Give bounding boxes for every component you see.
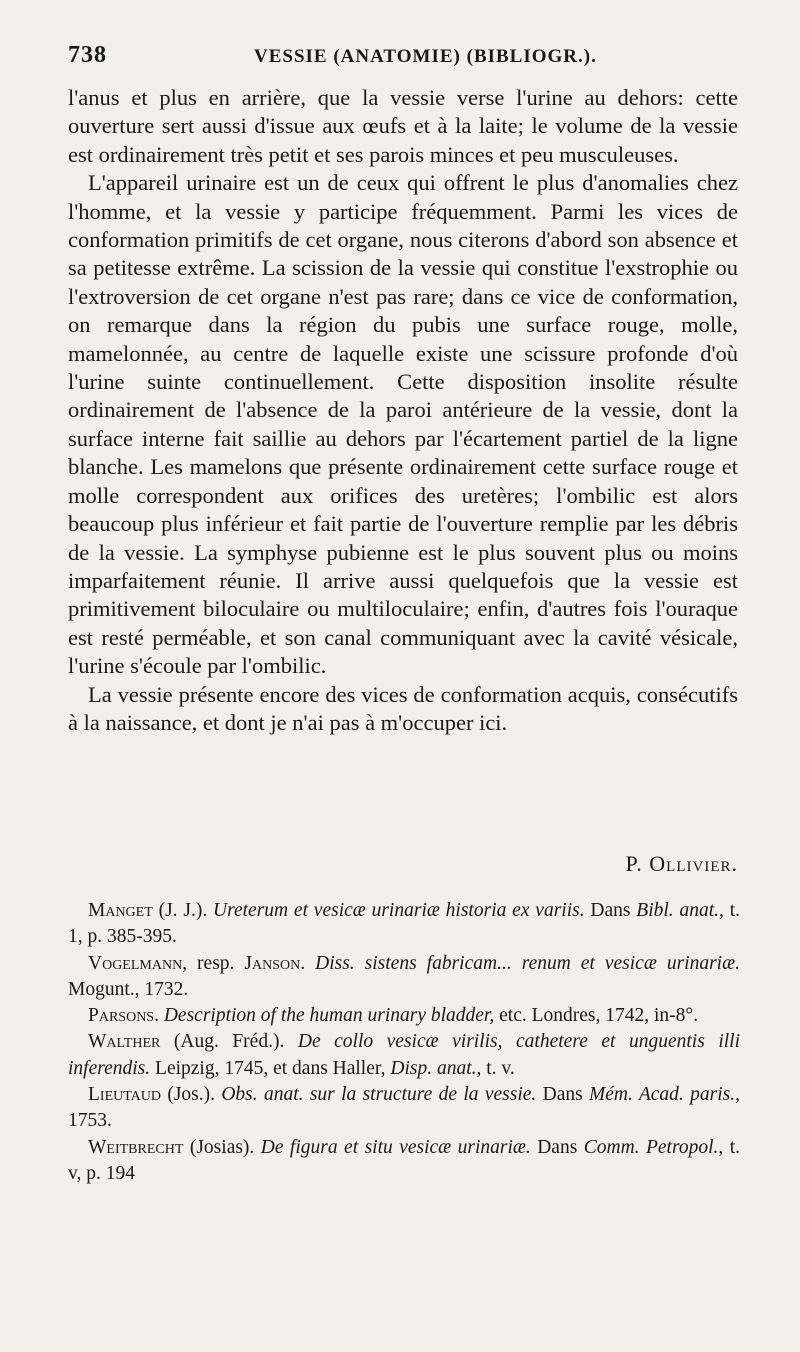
running-title: VESSIE (ANATOMIE) (BIBLIOGR.). [254, 46, 597, 67]
entry-source: Comm. Petropol. [583, 1136, 719, 1158]
entry-author-detail: (Jos.). [161, 1084, 222, 1106]
entry-tail: , t. v, p. 194 [68, 1136, 740, 1184]
paragraph-3: La vessie présente encore des vices de conformation acquis, consécutifs à la naissance, et dont je n'ai pas à m'occuper ici. [68, 681, 738, 735]
entry-tail: , t. v. [476, 1057, 515, 1079]
entry-author: Vogelmann [88, 952, 183, 974]
entry-after: Dans [584, 900, 637, 921]
bibliography-entry [68, 1082, 740, 1135]
entry-title: Diss. sistens fabricam... renum et vesicæ urinariæ. [315, 952, 740, 974]
bibliography-entry [68, 1029, 740, 1082]
page-number: 738 [68, 42, 107, 68]
entry-title: De figura et situ vesicæ urinariæ. [260, 1136, 531, 1158]
entry-tail: , 1753. [68, 1084, 740, 1132]
entry-author: Lieutaud [88, 1084, 161, 1106]
entry-author: Manget [88, 900, 153, 921]
entry-author: Walther [88, 1031, 161, 1053]
entry-title: Obs. anat. sur la structure de la vessie. [221, 1084, 537, 1106]
entry-source: Bibl. anat. [636, 900, 720, 921]
entry-after: etc. Londres, 1742, in-8°. [494, 1005, 699, 1027]
entry-author: Weitbrecht [88, 1136, 184, 1158]
bibliography-entry: Vogelmann, resp. Janson. Diss. sistens fabricam... renum et vesicæ urinariæ. Mogunt., 1732. [68, 952, 740, 1000]
entry-source: Mém. Acad. paris. [589, 1084, 736, 1106]
page-header [68, 42, 738, 76]
bibliography-entry [68, 1135, 740, 1188]
entry-author-detail: (J. J.). [152, 900, 214, 921]
entry-title: De collo vesicæ virilis, cathetere et unguentis illi inferendis. [68, 1031, 740, 1079]
entry-after: Dans [536, 1084, 590, 1106]
bibliography-entry [68, 1003, 740, 1029]
entry-author: Parsons [88, 1005, 155, 1027]
main-text [68, 84, 738, 737]
entry-author-detail: (Aug. Fréd.). [160, 1031, 298, 1053]
author-signature: P. Ollivier. [625, 851, 738, 876]
entry-author-detail: . [154, 1005, 164, 1027]
entry-after: Mogunt., 1732. [68, 978, 189, 1000]
paragraph-1: l'anus et plus en arrière, que la vessie verse l'urine au dehors: cette ouverture sert aussi d'issue aux œufs et à la laite; le volume de la vessie est ordinairement très petit et ses parois minces et peu musculeuses. [68, 85, 738, 167]
entry-title: Description of the human urinary bladder, [163, 1005, 495, 1027]
entry-after: Leipzig, 1745, et dans Haller, [150, 1057, 391, 1079]
entry-author-secondary: Janson [244, 952, 301, 974]
bibliography-entry [68, 898, 740, 951]
paragraph-2: L'appareil urinaire est un de ceux qui offrent le plus d'anomalies chez l'homme, et la vessie y participe fréquemment. Parmi les vices de conformation primitifs de cet organe, nous citerons d'abord son absence et sa petitesse extrême. La scission de la vessie qui constitue l'exstrophie ou l'extroversion de cet organe n'est pas rare; dans ce vice de conformation, on remarque dans la région du pubis une surface rouge, molle, mamelonnée, au centre de laquelle existe une scissure profonde d'où l'urine suinte continuellement. Cette disposition insolite résulte ordinairement de l'absence de la paroi antérieure de la vessie, dont la surface interne fait saillie au dehors par l'écartement partiel de la ligne blanche. Les mamelons que présente ordinairement cette surface rouge et molle correspondent aux orifices des uretères; l'ombilic est alors beaucoup plus inférieur et fait partie de l'ouverture remplie par les débris de la vessie. La symphyse pubienne est le plus souvent plus ou moins imparfaitement réunie. Il arrive aussi quelquefois que la vessie est primitivement biloculaire ou multiloculaire; enfin, d'autres fois l'ouraque est resté perméable, et son canal communiquant avec la cavité vésicale, l'urine s'écoule par l'ombilic. [68, 170, 738, 679]
entry-source: Disp. anat. [390, 1057, 477, 1079]
entry-tail: , t. 1, p. 385-395. [68, 900, 741, 948]
entry-title: Ureterum et vesicæ urinariæ historia ex variis. [213, 900, 585, 921]
entry-after: Dans [530, 1136, 584, 1158]
entry-author-detail: (Josias). [183, 1136, 261, 1158]
entry-author-detail: , resp. [182, 952, 245, 974]
bibliography [68, 898, 740, 1187]
